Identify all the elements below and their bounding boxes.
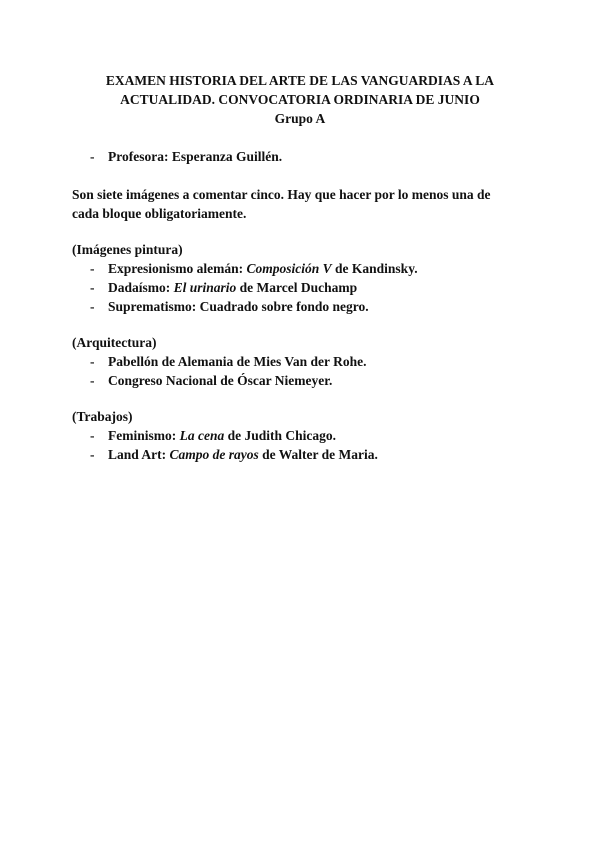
item-text: de Marcel Duchamp [236,280,358,295]
artwork-title: El urinario [173,280,237,295]
item-text: de Kandinsky. [331,261,418,276]
artwork-title: Campo de rayos [169,447,259,462]
artwork-title: Composición V [246,261,332,276]
professor-dash: - [90,149,95,164]
list-item [108,371,332,390]
item-text: Congreso Nacional de Óscar Niemeyer. [108,373,333,388]
instructions-line-2: cada bloque obligatoriamente. [72,206,247,221]
list-item-dash: - [90,373,95,388]
item-text: de Judith Chicago. [224,428,337,443]
professor-line: Profesora: Esperanza Guillén. [108,149,283,164]
item-text: Feminismo: [108,428,180,443]
list-item-dash: - [90,261,95,276]
title-line-3: Grupo A [274,111,326,126]
list-item [108,426,336,445]
list-item [108,445,378,464]
list-item-dash: - [90,428,95,443]
artwork-title: La cena [179,428,225,443]
list-item [108,278,357,297]
list-item-dash: - [90,299,95,314]
exam-title [60,71,540,128]
title-line-2: ACTUALIDAD. CONVOCATORIA ORDINARIA DE JUNIO [120,92,480,107]
section-heading-architecture: (Arquitectura) [72,335,157,350]
item-text: Suprematismo: Cuadrado sobre fondo negro. [108,299,369,314]
list-item-dash: - [90,280,95,295]
item-text: de Walter de Maria. [258,447,378,462]
item-text: Dadaísmo: [108,280,174,295]
list-item-dash: - [90,354,95,369]
section-heading-works: (Trabajos) [72,409,133,424]
list-item [108,352,367,371]
title-line-1: EXAMEN HISTORIA DEL ARTE DE LAS VANGUARDIAS A LA [105,73,495,88]
section-heading-painting: (Imágenes pintura) [72,242,183,257]
item-text: Expresionismo alemán: [108,261,247,276]
item-text: Pabellón de Alemania de Mies Van der Rohe. [108,354,367,369]
item-text: Land Art: [108,447,170,462]
instructions-line-1: Son siete imágenes a comentar cinco. Hay que hacer por lo menos una de [72,187,491,202]
list-item [108,259,418,278]
list-item [108,297,369,316]
list-item-dash: - [90,447,95,462]
